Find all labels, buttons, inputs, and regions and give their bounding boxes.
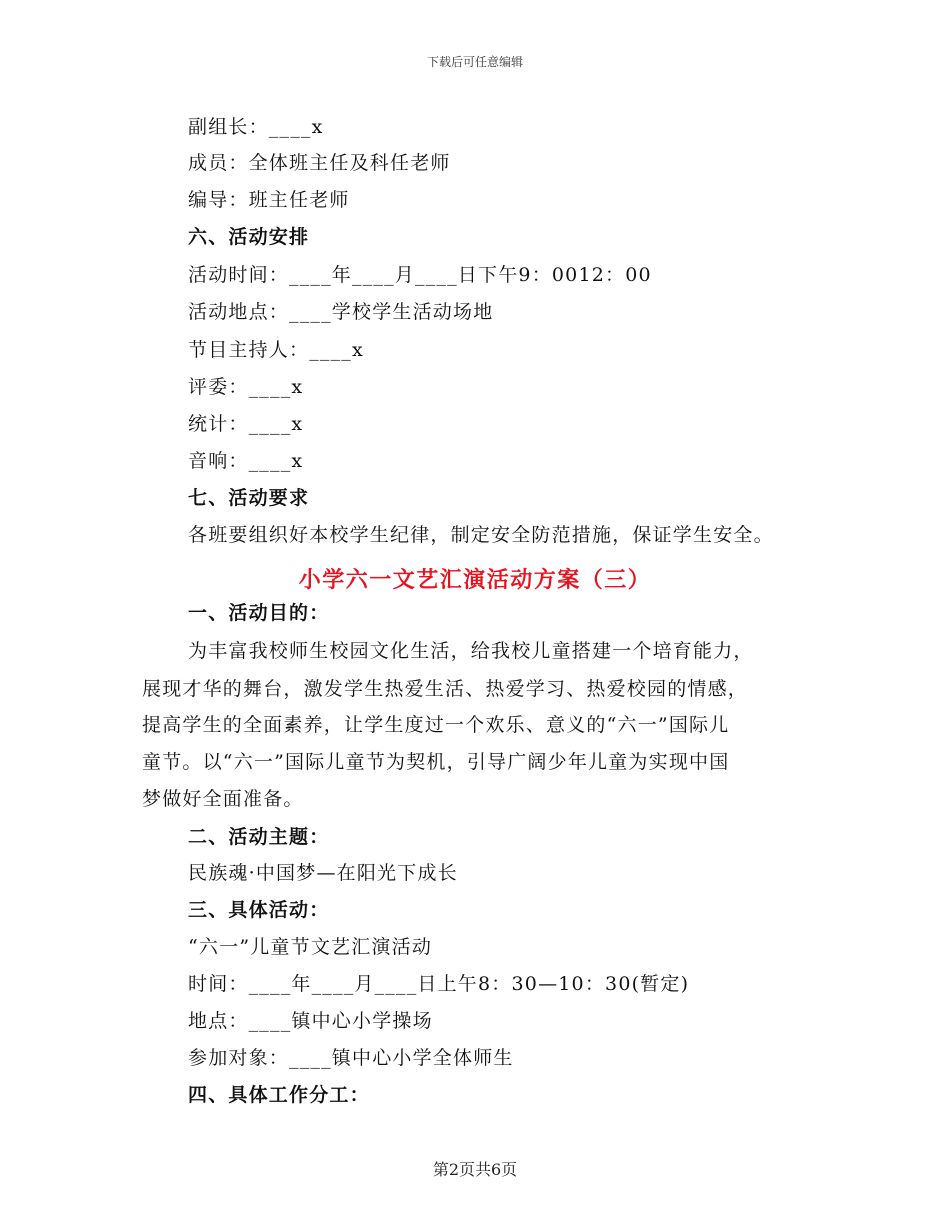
members-line: 成员：全体班主任及科任老师 (188, 152, 451, 174)
page-number-footer: 第2页共6页 (432, 1160, 518, 1179)
section-heading-activities: 三、具体活动： (188, 899, 330, 921)
section-heading-theme: 二、活动主题： (188, 826, 330, 848)
purpose-paragraph-line-1: 为丰富我校师生校园文化生活，给我校儿童搭建一个培育能力， (188, 640, 754, 662)
section-heading-division: 四、具体工作分工： (188, 1084, 370, 1106)
activity-location-line: 活动地点：____学校学生活动场地 (188, 301, 494, 323)
judges-line: 评委：____x (188, 376, 304, 398)
activity-time-line: 活动时间：____年____月____日下午9：0012：00 (188, 264, 652, 286)
purpose-paragraph-line-2: 展现才华的舞台，激发学生热爱生活、热爱学习、热爱校园的情感， (142, 678, 749, 700)
section-heading-purpose: 一、活动目的： (188, 602, 330, 624)
director-line: 编导：班主任老师 (188, 189, 350, 211)
activity-name-line: “六一”儿童节文艺汇演活动 (188, 936, 433, 958)
purpose-paragraph-line-4: 童节。以“六一”国际儿童节为契机，引导广阔少年儿童为实现中国 (142, 751, 730, 773)
section-heading-schedule: 六、活动安排 (188, 226, 310, 248)
statistics-line: 统计：____x (188, 413, 304, 435)
section-heading-requirements: 七、活动要求 (188, 487, 310, 509)
activity-time-line-2: 时间：____年____月____日上午8：30—10：30(暂定) (188, 973, 690, 995)
deputy-leader-line: 副组长：____x (188, 116, 324, 138)
activity-location-line-2: 地点：____镇中心小学操场 (188, 1010, 433, 1032)
participants-line: 参加对象：____镇中心小学全体师生 (188, 1047, 514, 1069)
page-header-note: 下载后可任意编辑 (426, 55, 523, 69)
requirements-text: 各班要组织好本校学生纪律，制定安全防范措施，保证学生安全。 (188, 524, 774, 546)
purpose-paragraph-line-3: 提高学生的全面素养，让学生度过一个欢乐、意义的“六一”国际儿 (142, 714, 730, 736)
purpose-paragraph-line-5: 梦做好全面准备。 (142, 788, 304, 810)
host-line: 节目主持人：____x (188, 339, 364, 361)
document-title: 小学六一文艺汇演活动方案（三） (298, 568, 652, 593)
sound-line: 音响：____x (188, 450, 304, 472)
theme-text: 民族魂·中国梦—在阳光下成长 (188, 862, 458, 884)
